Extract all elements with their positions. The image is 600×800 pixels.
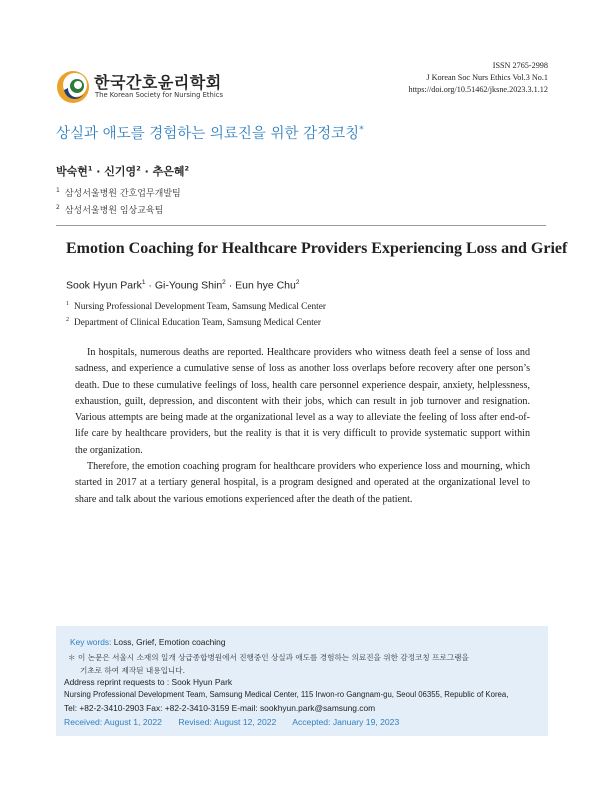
affiliation-text: Department of Clinical Education Team, Samsung Medical Center [74, 318, 322, 329]
author-name: Eun hye Chu [235, 279, 296, 292]
affiliation-sup: 1 [66, 301, 69, 307]
affiliation-english [66, 317, 321, 328]
authors-english [66, 279, 299, 292]
keywords-line [70, 637, 226, 647]
author-separator: · [96, 165, 101, 178]
author-separator: · [228, 279, 233, 292]
author-sup: 2 [295, 279, 300, 286]
affiliation-sup: 2 [66, 317, 69, 323]
journal-citation: J Korean Soc Nurs Ethics Vol.3 No.1 [426, 73, 548, 82]
abstract-paragraph: Therefore, the emotion coaching program for healthcare providers who experience loss and mourning, which started in 2017 at a tertiary general hospital, is a program designed and operated at the organizational level to share and talk about the various emotions experienced after the death of the patient. [75, 461, 530, 505]
title-footnote-mark: * [359, 125, 364, 136]
author-name: Sook Hyun Park [66, 279, 142, 292]
author-sup: 2 [222, 279, 226, 286]
abstract-paragraph: In hospitals, numerous deaths are reported. Healthcare providers who witness death feel a sense of loss and sadness, and experience a cumulative sense of loss as another loss overlaps before recovery after one person’s death. Due to these cumulative feelings of loss, health care personnel experience despair, anxiety, helplessness, exhaustion, guilt, depression, and discontent with their jobs, which can result in job turnover and resignation. Various attempts are being made at the organizational level as a way to alleviate the feeling of loss after end-of-life care by healthcare providers, but the reality is that it is very difficult to provide systematic support within the organization. [75, 347, 530, 456]
author-sup: 1 [87, 164, 93, 173]
author-sup: 2 [136, 164, 141, 173]
affiliation-text: 삼성서울병원 임상교육팀 [64, 206, 164, 216]
footnote-line2: 기초로 하여 제작된 내용입니다. [80, 666, 186, 675]
footnote-line1: ＊ 이 논문은 서울시 소재의 일개 상급종합병원에서 진행중인 상실과 애도를 경험하는 의료진을 위한 감정코칭 프로그램을 [68, 653, 469, 662]
society-logo-icon [56, 70, 90, 104]
title-english: Emotion Coaching for Healthcare Providers Experiencing Loss and Grief [66, 240, 568, 257]
journal-meta [409, 60, 549, 96]
dates-line [64, 717, 413, 727]
affiliation-sup: 1 [56, 187, 60, 194]
author-sup: 2 [184, 164, 190, 173]
divider [56, 225, 546, 226]
author-name: 신기영 [104, 165, 137, 178]
affiliation-korean [56, 203, 163, 216]
title-korean-text: 상실과 애도를 경험하는 의료진을 위한 감정코칭 [56, 126, 360, 142]
doi-link[interactable]: https://doi.org/10.51462/jksne.2023.3.1.12 [408, 85, 548, 94]
affiliation-text: Nursing Professional Development Team, Samsung Medical Center [74, 302, 326, 313]
footer-info-box [56, 626, 548, 736]
title-korean [56, 122, 364, 143]
revised-date: Revised: August 12, 2022 [178, 717, 277, 727]
society-name-en: The Korean Society for Nursing Ethics [95, 91, 224, 99]
author-separator: · [148, 279, 152, 292]
author-name: Gi-Young Shin [154, 279, 223, 292]
author-name: 추은혜 [152, 165, 185, 178]
reprint-request: Address reprint requests to : Sook Hyun Park [64, 677, 233, 687]
affiliation-sup: 2 [56, 204, 60, 211]
affiliation-text: 삼성서울병원 간호업무개발팀 [64, 189, 181, 199]
contact-info: Tel: +82-2-3410-2903 Fax: +82-2-3410-3159 E-mail: sookhyun.park@samsung.com [64, 703, 376, 713]
society-name-ko: 한국간호윤리학회 [94, 73, 222, 92]
issn: ISSN 2765-2998 [492, 61, 548, 70]
author-address: Nursing Professional Development Team, Samsung Medical Center, 115 Irwon-ro Gangnam-gu, Seoul 06355, Republic of Korea, [64, 690, 509, 699]
authors-korean [56, 163, 189, 179]
affiliation-korean [56, 186, 181, 199]
author-sup: 1 [141, 279, 146, 286]
affiliation-english [66, 301, 326, 312]
received-date: Received: August 1, 2022 [64, 717, 162, 727]
keywords-text: Loss, Grief, Emotion coaching [113, 637, 226, 647]
accepted-date: Accepted: January 19, 2023 [292, 717, 400, 727]
author-separator: · [144, 165, 149, 178]
abstract [75, 345, 530, 508]
keywords-label: Key words: [70, 637, 112, 647]
author-name: 박숙현 [56, 165, 88, 178]
